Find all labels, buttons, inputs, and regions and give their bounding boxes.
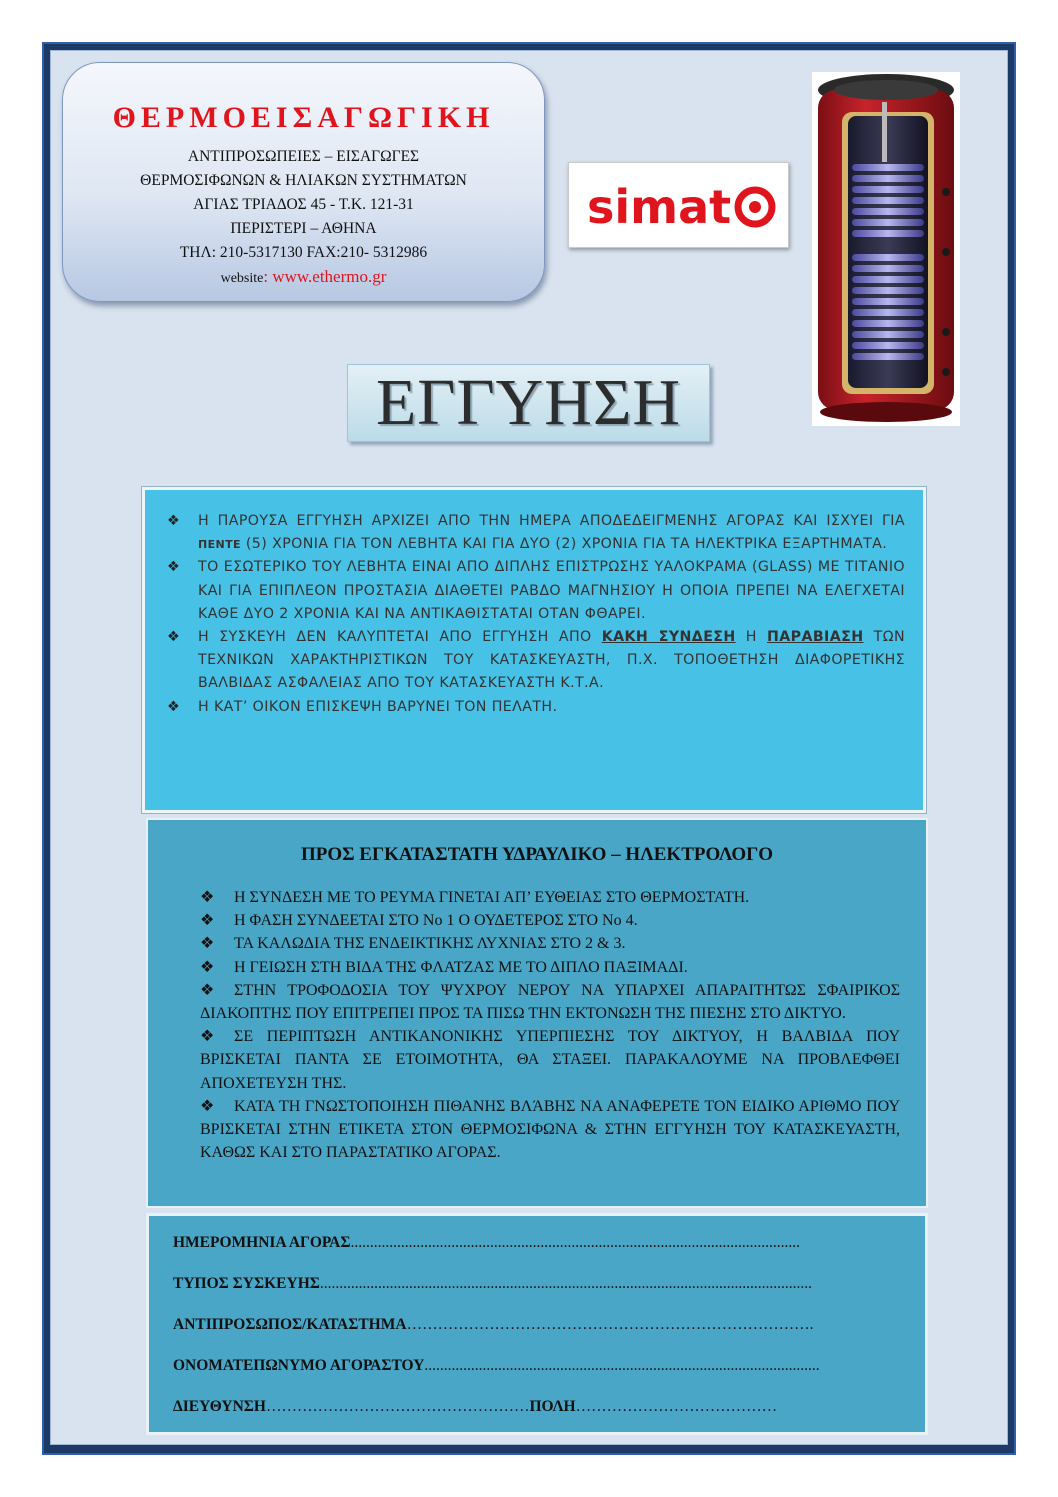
website-label: website bbox=[220, 271, 264, 286]
installer-title: ΠΡΟΣ ΕΓΚΑΤΑΣΤΑΤΗ ΥΔΡΑΥΛΙΚΟ – ΗΛΕΚΤΡΟΛΟΓΟ bbox=[300, 844, 774, 865]
address-blank[interactable]: …………………………………………… bbox=[265, 1398, 530, 1415]
installer-instructions-box bbox=[146, 818, 928, 1208]
heater-port-3 bbox=[942, 328, 950, 336]
city-label: ΠΟΛΗ bbox=[529, 1398, 576, 1415]
device-type-label: ΤΥΠΟΣ ΣΥΣΚΕΥΗΣ bbox=[173, 1275, 320, 1292]
buyer-name-label: ΟΝΟΜΑΤΕΠΩΝΥΜΟ ΑΓΟΡΑΣΤΟΥ bbox=[173, 1357, 425, 1374]
violation-emphasis: ΠΑΡΑΒΙΑΣΗ bbox=[767, 629, 864, 646]
warranty-terms-list bbox=[165, 510, 905, 719]
warranty-term-2: ❖ ΤΟ ΕΣΩΤΕΡΙΚΟ ΤΟΥ ΛΕΒΗΤΑ ΕΙΝΑΙ ΑΠΟ ΔΙΠΛΗΣ ΕΠΙΣΤΡΩΣΗΣ ΥΑΛΟΚΡΑΜΑ (GLASS) ΜΕ ΤΙΤΑΝΙΟ ΚΑΙ ΓΙΑ ΕΠΙΠΛΕΟΝ ΠΡΟΣΤΑΣΙΑ ΔΙΑΘΕΤΕΙ ΡΑΒΔΟ ΜΑΓΝΗΣΙΟΥ Η ΟΠΟΙΑ ΠΡΕΠΕΙ ΝΑ ΕΛΕΓΧΕΤΑΙ ΚΑΘΕ ΔΥΟ 2 ΧΡΟΝΙΑ ΚΑΙ ΝΑ ΑΝΤΙΚΑΘΙΣΤΑΤΑΙ ΟΤΑΝ ΦΘΑΡΕΙ. bbox=[165, 556, 905, 626]
device-type-field[interactable] bbox=[173, 1275, 812, 1293]
installer-item: ❖ ΣΕ ΠΕΡΙΠΤΩΣΗ ΑΝΤΙΚΑΝΟΝΙΚΗΣ ΥΠΕΡΠΙΕΣΗΣ ΤΟΥ ΔΙΚΤΥΟΥ, Η ΒΑΛΒΙΔΑ ΠΟΥ ΒΡΙΣΚΕΤΑΙ ΠΑΝΤΑ ΣΕ ΕΤΟΙΜΟΤΗΤΑ, ΘΑ ΣΤΑΞΕΙ. ΠΑΡΑΚΑΛΟΥΜΕ ΝΑ ΠΡΟΒΛΕΦΘΕΙ ΑΠΟΧΕΤΕΥΣΗ ΤΗΣ. bbox=[200, 1025, 900, 1095]
purchase-form-box bbox=[146, 1213, 928, 1435]
diamond-bullet-icon: ❖ bbox=[200, 889, 215, 906]
diamond-bullet-icon: ❖ bbox=[167, 513, 181, 529]
dealer-blank[interactable]: ……………………………………………………………………. bbox=[406, 1316, 814, 1333]
dealer-label: ΑΝΤΙΠΡΟΣΩΠΟΣ/ΚΑΤΑΣΤΗΜΑ bbox=[173, 1316, 407, 1333]
purchase-date-field[interactable] bbox=[173, 1234, 800, 1252]
installer-item: ❖ Η ΦΑΣΗ ΣΥΝΔΕΕΤΑΙ ΣΤΟ Νο 1 Ο ΟΥΔΕΤΕΡΟΣ ΣΤΟ Νο 4. bbox=[200, 909, 900, 932]
company-city: ΠΕΡΙΣΤΕΡΙ – ΑΘΗΝΑ bbox=[230, 220, 377, 237]
diamond-bullet-icon: ❖ bbox=[200, 1097, 215, 1115]
website-link[interactable]: : www.ethermo.gr bbox=[263, 267, 387, 286]
warranty-terms-box bbox=[142, 487, 926, 813]
diamond-bullet-icon: ❖ bbox=[200, 981, 215, 999]
simat-logo-graphic bbox=[569, 163, 788, 247]
heater-lid bbox=[834, 80, 938, 100]
installer-item: ❖ ΚΑΤΑ ΤΗ ΓΝΩΣΤΟΠΟΙΗΣΗ ΠΙΘΑΝΗΣ ΒΛΆΒΗΣ ΝΑ ΑΝΑΦΕΡΕΤΕ ΤΟΝ ΕΙΔΙΚΟ ΑΡΙΘΜΟ ΠΟΥ ΒΡΙΣΚΕΤΑΙ ΣΤΗΝ ΕΤΙΚΕΤΑ ΣΤΟΝ ΘΕΡΜΟΣΙΦΩΝΑ & ΣΤΗΝ ΕΓΓΥΗΣΗ ΤΟΥ ΚΑΤΑΣΚΕΥΑΣΤΗ, ΚΑΘΩΣ ΚΑΙ ΣΤΟ ΠΑΡΑΣΤΑΤΙΚΟ ΑΓΟΡΑΣ. bbox=[200, 1095, 900, 1165]
company-phone-fax: ΤΗΛ: 210-5317130 FAX:210- 5312986 bbox=[179, 244, 428, 261]
diamond-bullet-icon: ❖ bbox=[200, 958, 215, 976]
five-word: ΠΕΝΤΕ bbox=[198, 538, 241, 552]
diamond-bullet-icon: ❖ bbox=[200, 912, 215, 930]
company-address: ΑΓΙΑΣ ΤΡΙΑΔΟΣ 45 - Τ.Κ. 121-31 bbox=[193, 196, 414, 213]
water-heater-image bbox=[812, 72, 960, 426]
buyer-name-field[interactable] bbox=[173, 1357, 820, 1375]
diamond-bullet-icon: ❖ bbox=[200, 935, 215, 953]
page-title: ΕΓΓΥΗΣΗ bbox=[375, 366, 682, 439]
installer-item: ❖ Η ΓΕΙΩΣΗ ΣΤΗ ΒΙΔΑ ΤΗΣ ΦΛΑΤΖΑΣ ΜΕ ΤΟ ΔΙΠΛΟ ΠΑΞΙΜΑΔΙ. bbox=[200, 956, 900, 979]
diamond-bullet-icon: ❖ bbox=[167, 698, 181, 715]
heater-port-1 bbox=[942, 188, 950, 196]
heater-port-4 bbox=[942, 368, 950, 376]
company-info-box bbox=[62, 62, 545, 302]
logo-wordmark: simat bbox=[587, 180, 732, 234]
address-field[interactable] bbox=[173, 1398, 777, 1416]
installer-instructions-list bbox=[200, 886, 900, 1164]
installer-item: ❖ Η ΣΥΝΔΕΣΗ ΜΕ ΤΟ ΡΕΥΜΑ ΓΙΝΕΤΑΙ ΑΠ’ ΕΥΘΕΙΑΣ ΣΤΟ ΘΕΡΜΟΣΤΑΤΗ. bbox=[200, 886, 900, 909]
buyer-name-blank[interactable]: ...................................................................................................... bbox=[424, 1357, 820, 1374]
logo-dot bbox=[749, 201, 761, 213]
warranty-term-3: ❖ Η ΣΥΣΚΕΥΗ ΔΕΝ ΚΑΛΥΠΤΕΤΑΙ ΑΠΟ ΕΓΓΥΗΣΗ ΑΠΟ ΚΑΚΗ ΣΥΝΔΕΣΗ Η ΠΑΡΑΒΙΑΣΗ ΤΩΝ ΤΕΧΝΙΚΩΝ ΧΑΡΑΚΤΗΡΙΣΤΙΚΩΝ ΤΟΥ ΚΑΤΑΣΚΕΥΑΣΤΗ, Π.Χ. ΤΟΠΟΘΕΤΗΣΗ ΔΙΑΦΟΡΕΤΙΚΗΣ ΒΑΛΒΙΔΑΣ ΑΣΦΑΛΕΙΑΣ ΑΠΟ ΤΟΥ ΚΑΤΑΣΚΕΥΑΣΤΗ Κ.Τ.Α. bbox=[165, 626, 905, 696]
company-line-1: ΑΝΤΙΠΡΟΣΩΠΕΙΕΣ – ΕΙΣΑΓΩΓΕΣ bbox=[187, 148, 420, 165]
installer-item: ❖ ΣΤΗΝ ΤΡΟΦΟΔΟΣΙΑ ΤΟΥ ΨΥΧΡΟΥ ΝΕΡΟΥ ΝΑ ΥΠΑΡΧΕΙ ΑΠΑΡΑΙΤΗΤΩΣ ΣΦΑΙΡΙΚΟΣ ΔΙΑΚΟΠΤΗΣ ΠΟΥ ΕΠΙΤΡΕΠΕΙ ΠΡΟΣ ΤΑ ΠΙΣΩ ΤΗΝ ΕΚΤΟΝΩΣΗ ΤΗΣ ΠΙΕΣΗΣ ΣΤΟ ΔΙΚΤΥΟ. bbox=[200, 979, 900, 1025]
simat-logo bbox=[568, 162, 789, 248]
warranty-term-4: ❖ Η ΚΑΤ’ ΟΙΚΟΝ ΕΠΙΣΚΕΨΗ ΒΑΡΥΝΕΙ ΤΟΝ ΠΕΛΑΤΗ. bbox=[165, 696, 905, 719]
diamond-bullet-icon: ❖ bbox=[167, 629, 181, 646]
water-heater-cutaway-icon bbox=[812, 72, 960, 426]
heater-port-2 bbox=[942, 248, 950, 256]
dealer-field[interactable] bbox=[173, 1316, 813, 1334]
warranty-title-box bbox=[347, 364, 710, 442]
bad-connection-emphasis: ΚΑΚΗ ΣΥΝΔΕΣΗ bbox=[601, 629, 736, 646]
installer-item: ❖ ΤΑ ΚΑΛΩΔΙΑ ΤΗΣ ΕΝΔΕΙΚΤΙΚΗΣ ΛΥΧΝΙΑΣ ΣΤΟ 2 & 3. bbox=[200, 932, 900, 955]
company-name: ΘΕΡΜΟΕΙΣΑΓΩΓΙΚΗ bbox=[112, 101, 495, 134]
company-line-2: ΘΕΡΜΟΣΙΦΩΝΩΝ & ΗΛΙΑΚΩΝ ΣΥΣΤΗΜΑΤΩΝ bbox=[140, 172, 467, 189]
purchase-date-label: ΗΜΕΡΟΜΗΝΙΑ ΑΓΟΡΑΣ bbox=[173, 1234, 351, 1251]
diamond-bullet-icon: ❖ bbox=[167, 559, 181, 576]
city-blank[interactable]: ………………………………… bbox=[575, 1398, 778, 1415]
company-website bbox=[63, 265, 544, 291]
device-type-blank[interactable]: ............................................................................................................................... bbox=[319, 1275, 813, 1292]
heater-anode bbox=[882, 102, 887, 162]
purchase-date-blank[interactable]: .................................................................................................................... bbox=[350, 1234, 800, 1251]
address-label: ΔΙΕΥΘΥΝΣΗ bbox=[173, 1398, 266, 1415]
diamond-bullet-icon: ❖ bbox=[200, 1028, 215, 1046]
warranty-term-1: ❖ Η ΠΑΡΟΥΣΑ ΕΓΓΥΗΣΗ ΑΡΧΙΖΕΙ ΑΠΟ ΤΗΝ ΗΜΕΡΑ ΑΠΟΔΕΔΕΙΓΜΕΝΗΣ ΑΓΟΡΑΣ ΚΑΙ ΙΣΧΥΕΙ ΓΙΑ ΠΕΝΤΕ (5) ΧΡΟΝΙΑ ΓΙΑ ΤΟΝ ΛΕΒΗΤΑ ΚΑΙ ΓΙΑ ΔΥΟ (2) ΧΡΟΝΙΑ ΓΙΑ ΤΑ ΗΛΕΚΤΡΙΚΑ ΕΞΑΡΤΗΜΑΤΑ. bbox=[165, 510, 905, 556]
heater-base bbox=[820, 402, 952, 422]
